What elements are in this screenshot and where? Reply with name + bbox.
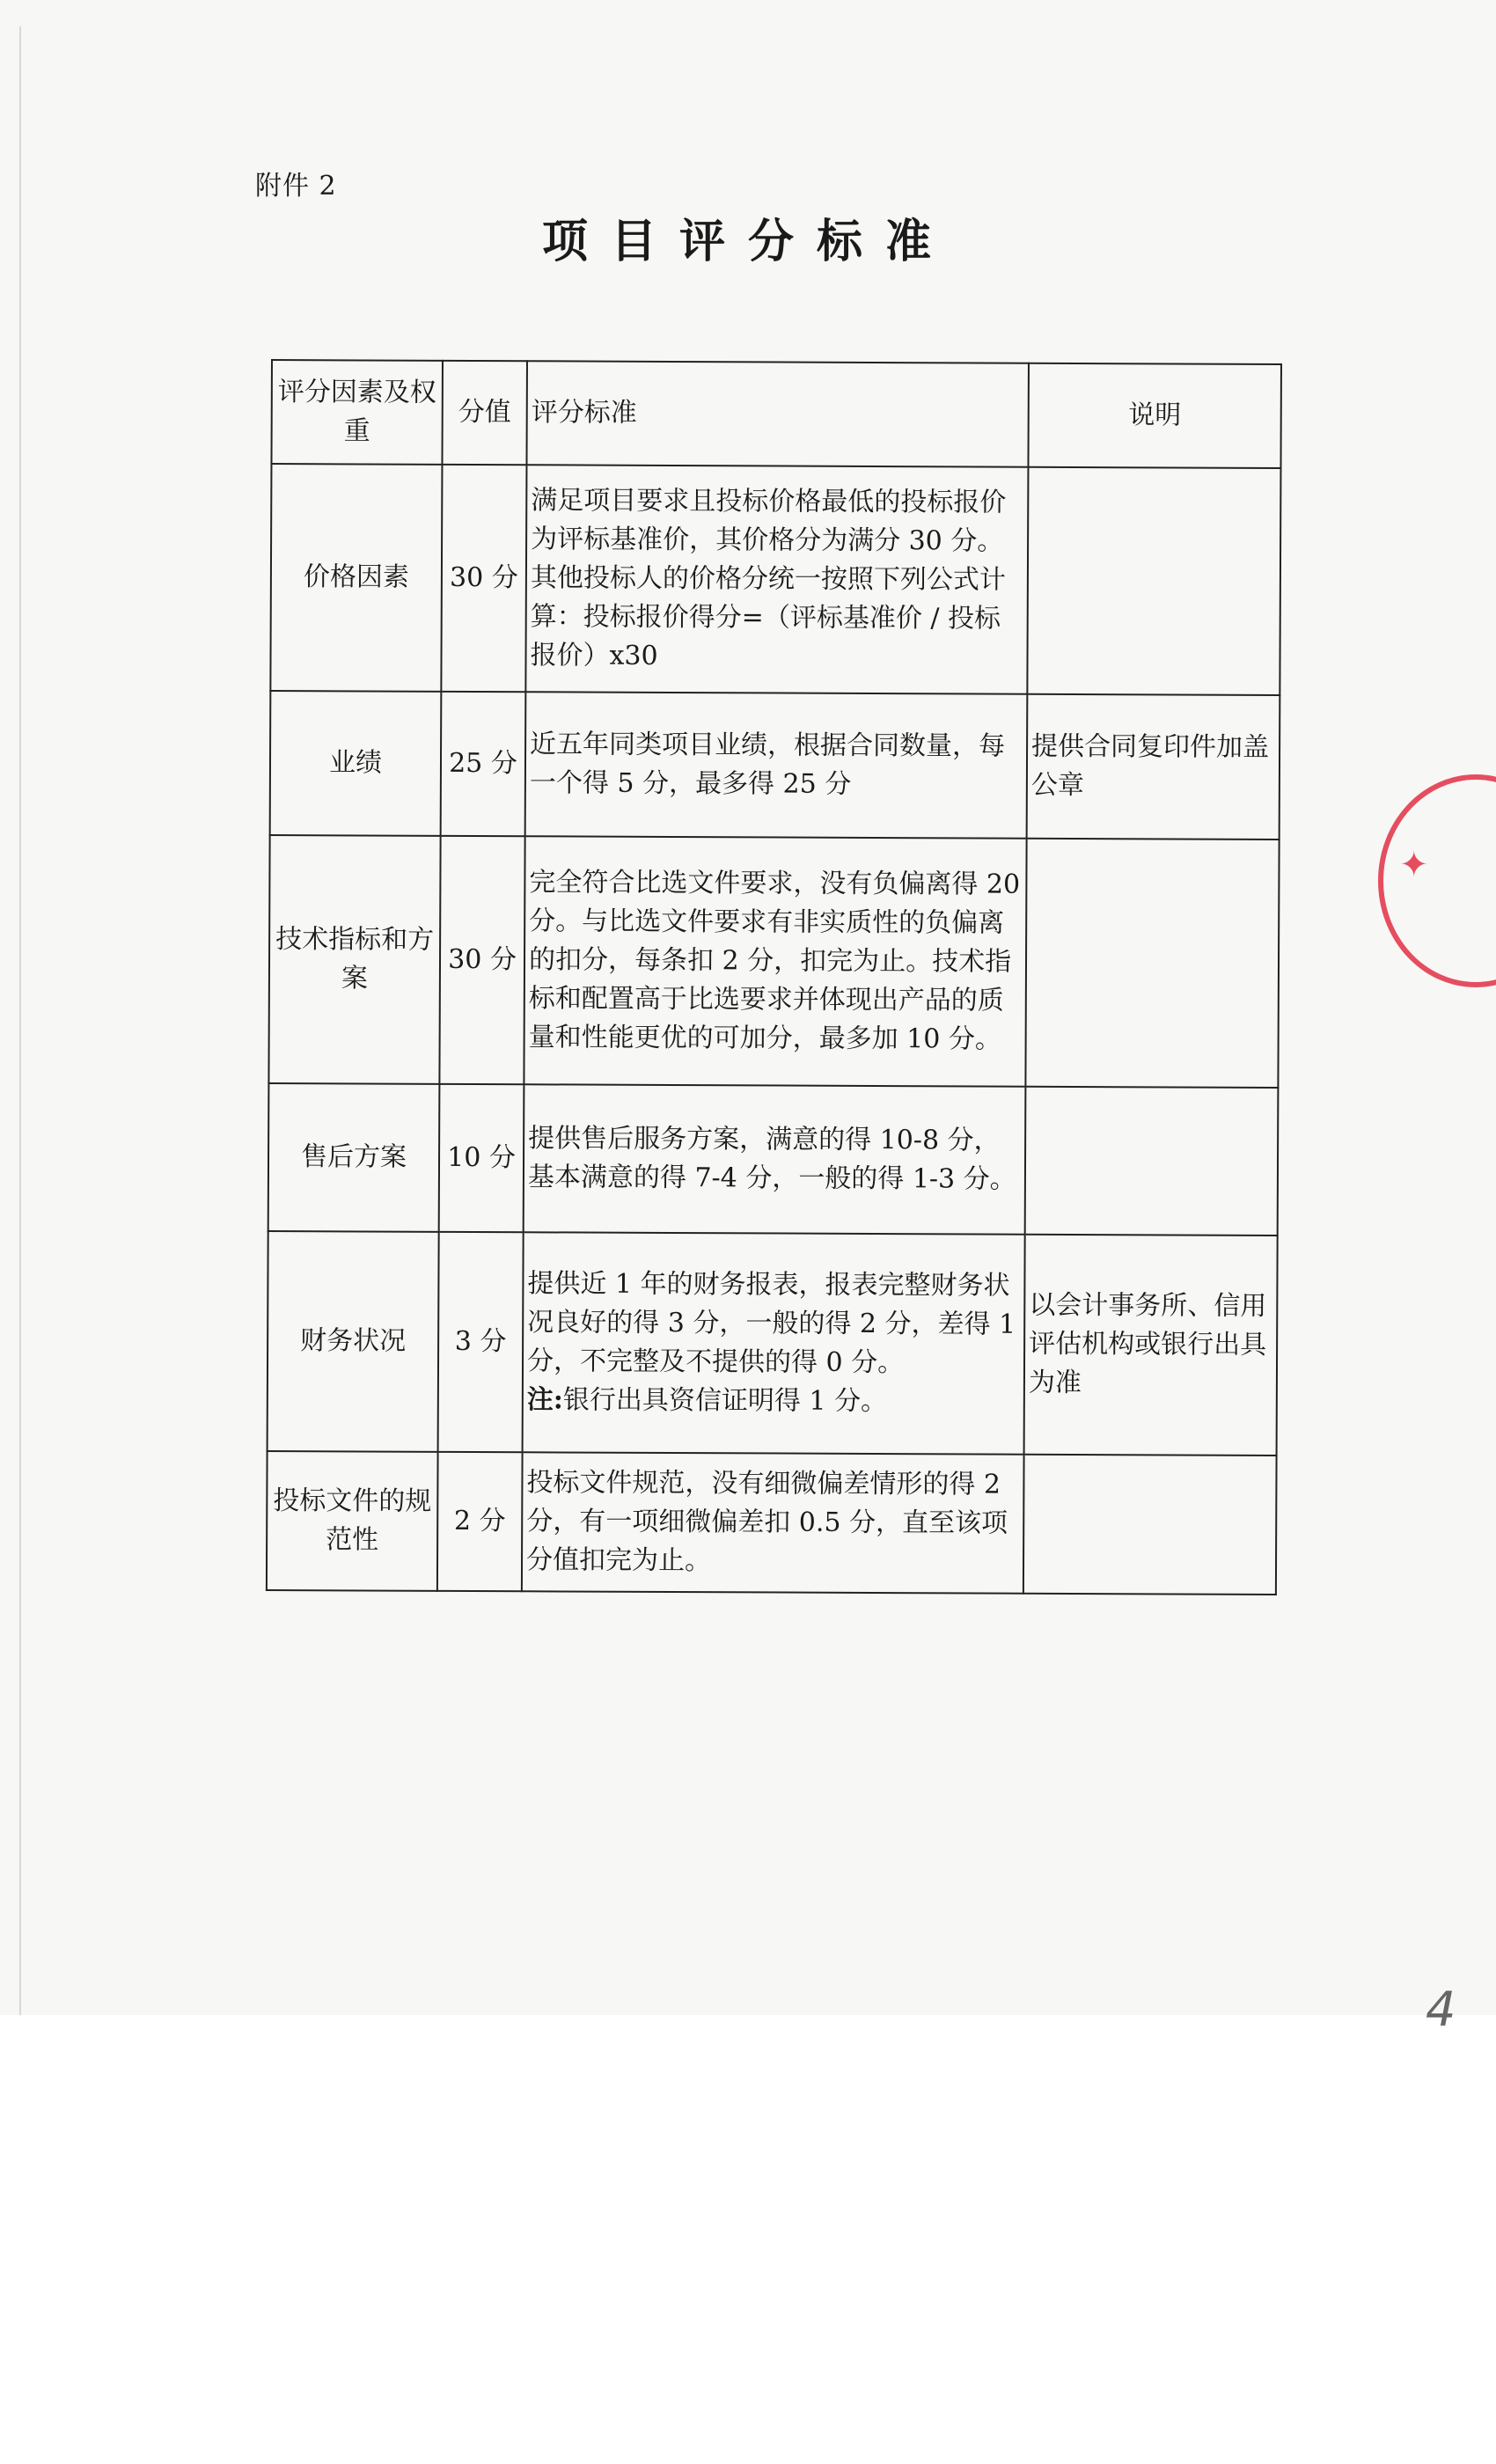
criteria-note-label: 注: — [526, 1384, 563, 1416]
criteria-cell: 投标文件规范，没有细微偏差情形的得 2 分，有一项细微偏差扣 0.5 分，直至该项分值扣完为止。 — [522, 1452, 1024, 1593]
factor-cell: 价格因素 — [270, 464, 442, 692]
table-row — [270, 691, 1280, 840]
table-row — [270, 464, 1280, 695]
score-cell: 30 分 — [441, 465, 526, 692]
header-score: 分值 — [442, 361, 527, 465]
criteria-cell: 满足项目要求且投标价格最低的投标报价为评标基准价，其价格分为满分 30 分。其他投标人的价格分统一按照下列公式计算：投标报价得分=（评标基准价 / 投标报价）x30 — [525, 465, 1028, 693]
criteria-cell — [523, 1232, 1025, 1454]
stamp-mark-icon: ✦ — [1399, 845, 1429, 885]
score-cell: 3 分 — [438, 1232, 524, 1452]
table-row — [268, 1083, 1279, 1236]
scoring-table — [266, 359, 1282, 1595]
factor-cell: 投标文件的规范性 — [267, 1451, 438, 1591]
header-criteria: 评分标准 — [526, 361, 1029, 466]
table-row — [267, 1451, 1277, 1595]
factor-cell: 售后方案 — [268, 1083, 440, 1232]
score-cell: 2 分 — [437, 1452, 523, 1591]
criteria-cell: 近五年同类项目业绩，根据合同数量，每一个得 5 分，最多得 25 分 — [525, 692, 1028, 838]
factor-cell: 业绩 — [270, 691, 442, 836]
factor-cell: 技术指标和方案 — [268, 835, 440, 1084]
criteria-cell: 提供售后服务方案，满意的得 10-8 分，基本满意的得 7-4 分，一般的得 1-3 分。 — [524, 1084, 1026, 1234]
page-title: 项目评分标准 — [541, 215, 954, 268]
note-cell — [1025, 1087, 1279, 1236]
header-factor: 评分因素及权重 — [271, 360, 443, 465]
note-cell — [1025, 839, 1279, 1088]
note-cell — [1023, 1455, 1277, 1595]
factor-cell: 财务状况 — [268, 1231, 439, 1452]
note-cell: 以会计事务所、信用评估机构或银行出具为准 — [1024, 1235, 1278, 1456]
header-note: 说明 — [1028, 363, 1281, 468]
score-cell: 30 分 — [439, 836, 524, 1084]
criteria-cell: 完全符合比选文件要求，没有负偏离得 20 分。与比选文件要求有非实质性的负偏离的扣分，每条扣 2 分，扣完为止。技术指标和配置高于比选要求并体现出产品的质量和性能更优的可加分，最多加 10 分。 — [524, 836, 1026, 1086]
scan-edge-line — [19, 26, 21, 2015]
score-cell: 10 分 — [439, 1084, 524, 1232]
table-row — [268, 835, 1279, 1088]
criteria-text: 提供近 1 年的财务报表，报表完整财务状况良好的得 3 分，一般的得 2 分，差得 1 分，不完整及不提供的得 0 分。 — [526, 1268, 1016, 1379]
note-cell — [1027, 467, 1280, 695]
table-row — [268, 1231, 1278, 1456]
criteria-note-text: 银行出具资信证明得 1 分。 — [562, 1384, 888, 1418]
table-header-row — [271, 360, 1281, 468]
handwritten-page-number: 4 — [1426, 1982, 1456, 2037]
attachment-label: 附件 2 — [255, 171, 337, 202]
score-cell: 25 分 — [441, 692, 526, 836]
note-cell: 提供合同复印件加盖公章 — [1027, 694, 1280, 840]
